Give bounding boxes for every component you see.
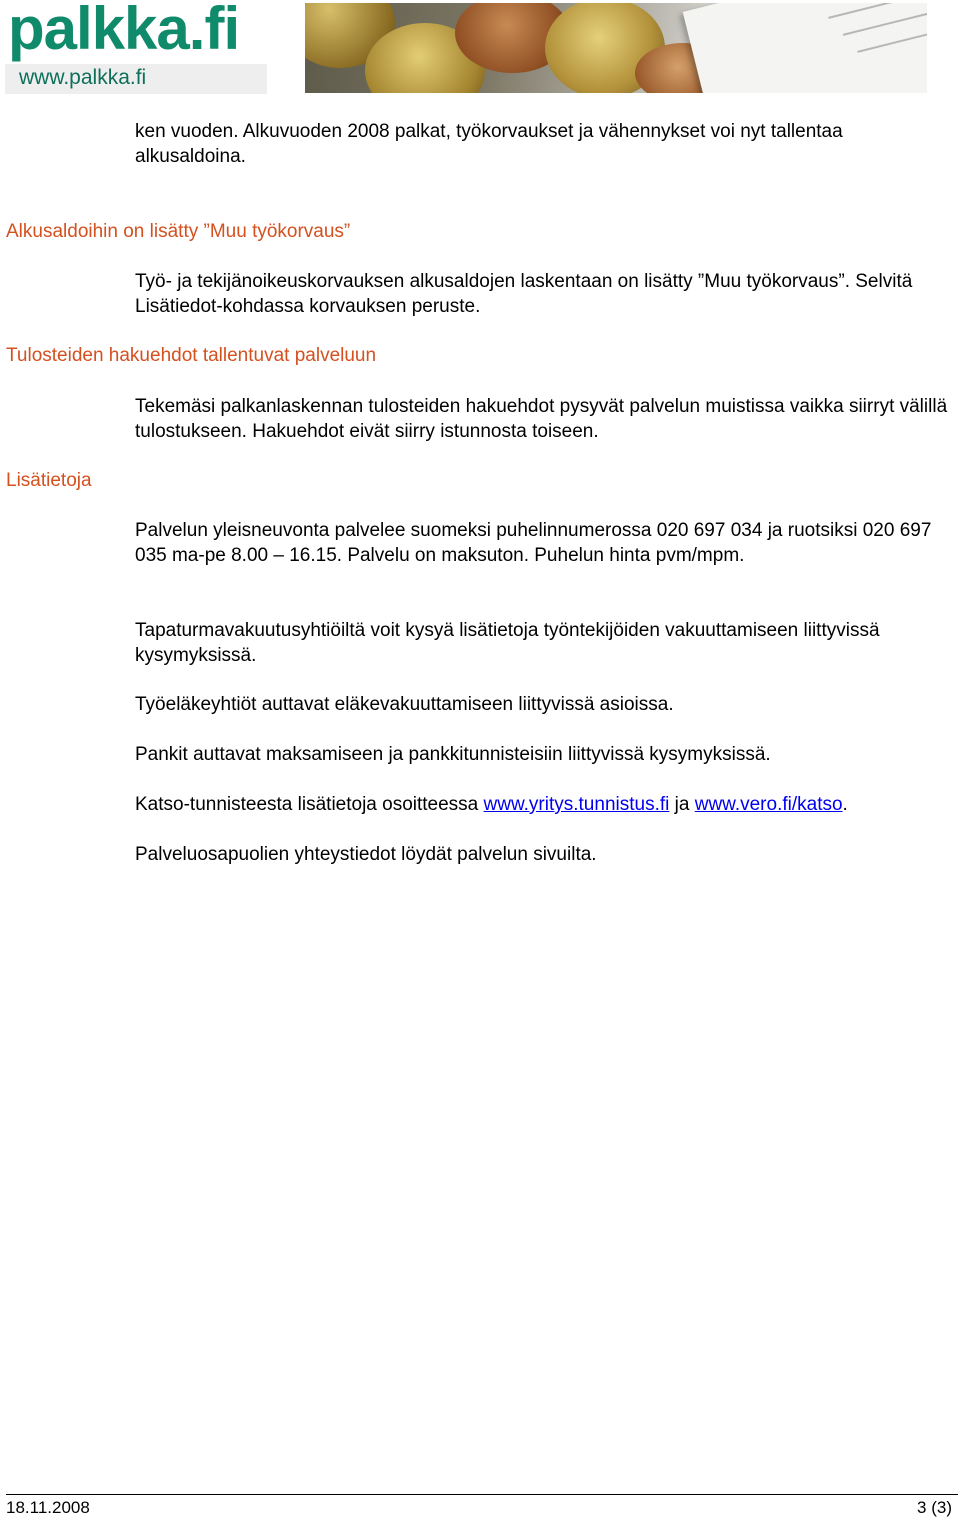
paragraph-tapaturmavakuutus: Tapaturmavakuutusyhtiöiltä voit kysyä lisätietoja työntekijöiden vakuuttamiseen liittyvissä kysymyksissä.	[135, 620, 880, 666]
page-header	[0, 0, 960, 100]
paragraph-yleisneuvonta: Palvelun yleisneuvonta palvelee suomeksi puhelinnumerossa 020 697 034 ja ruotsiksi 020 697 035 ma-pe 8.00 – 16.15. Palvelu on maksuton. Puhelun hinta pvm/mpm.	[135, 520, 932, 566]
footer-divider	[6, 1494, 958, 1495]
paragraph-pankit: Pankit auttavat maksamiseen ja pankkitunnisteisiin liittyvissä kysymyksissä.	[135, 744, 771, 765]
katso-prefix-text: Katso-tunnisteesta lisätietoja osoitteessa	[135, 794, 484, 815]
header-banner-image	[305, 3, 927, 93]
section-heading-muu-tyokorvaus: Alkusaldoihin on lisätty ”Muu työkorvaus”	[6, 221, 351, 242]
section-heading-hakuehdot: Tulosteiden hakuehdot tallentuvat palveluun	[6, 345, 377, 366]
footer-date: 18.11.2008	[6, 1498, 90, 1517]
footer-page-number: 3 (3)	[917, 1498, 952, 1517]
logo-text: palkka.fi	[8, 0, 240, 62]
paragraph-tyoelake: Työeläkeyhtiöt auttavat eläkevakuuttamiseen liittyvissä asioissa.	[135, 694, 674, 715]
katso-suffix-text: .	[842, 794, 848, 815]
yritys-tunnistus-link[interactable]: www.yritys.tunnistus.fi	[483, 794, 670, 815]
document-image	[683, 3, 927, 93]
section-heading-lisatietoja: Lisätietoja	[6, 470, 92, 491]
paragraph-yhteystiedot: Palveluosapuolien yhteystiedot löydät palvelun sivuilta.	[135, 844, 597, 865]
intro-continuation-text: ken vuoden. Alkuvuoden 2008 palkat, työkorvaukset ja vähennykset voi nyt tallentaa alkusaldoina.	[135, 121, 843, 167]
logo-url: www.palkka.fi	[19, 66, 147, 89]
paragraph-katso-tunniste	[135, 792, 950, 817]
section-paragraph-muu-tyokorvaus: Työ- ja tekijänoikeuskorvauksen alkusaldojen laskentaan on lisätty ”Muu työkorvaus”. Selvitä Lisätiedot-kohdassa korvauksen peruste.	[135, 271, 913, 317]
section-paragraph-hakuehdot: Tekemäsi palkanlaskennan tulosteiden hakuehdot pysyvät palvelun muistissa vaikka siirryt välillä tulostukseen. Hakuehdot eivät siirry istunnosta toiseen.	[135, 396, 948, 442]
logo	[5, 2, 267, 94]
katso-middle-text: ja	[669, 794, 695, 815]
vero-katso-link[interactable]: www.vero.fi/katso	[694, 794, 843, 815]
